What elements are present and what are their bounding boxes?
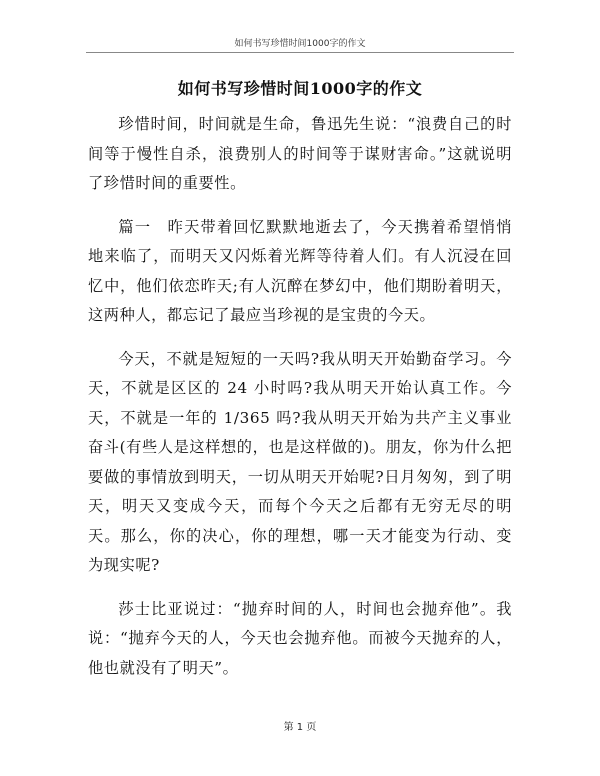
- running-header: 如何书写珍惜时间1000字的作文: [234, 39, 366, 49]
- page-number: 第 1 页: [283, 722, 317, 733]
- document-title: 如何书写珍惜时间1000字的作文: [177, 79, 423, 98]
- paragraph-today: 今天，不就是短短的一天吗?我从明天开始勤奋学习。今天，不就是区区的 24 小时吗?我从明天开始认真工作。今天，不就是一年的 1/365 吗?我从明天开始为共产主义事业奋斗(有些人是这样想的，也是这样做的)。朋友，你为什么把要做的事情放到明天，一切从明天开始呢?日月匆匆，到了明天，明天又变成今天，而每个今天之后都有无穷无尽的明天。那么，你的决心，你的理想，哪一天才能变为行动、变为现实呢?: [88, 349, 512, 574]
- header-divider: [86, 52, 514, 53]
- paragraph-shakespeare: 莎士比亚说过：“抛弃时间的人，时间也会抛弃他”。我说：“抛弃今天的人，今天也会抛弃他。而被今天抛弃的人，他也就没有了明天”。: [88, 599, 512, 677]
- document-body: [88, 110, 512, 697]
- paragraph-intro: 珍惜时间，时间就是生命，鲁迅先生说：“浪费自己的时间等于慢性自杀，浪费别人的时间等于谋财害命。”这就说明了珍惜时间的重要性。: [88, 115, 512, 192]
- paragraph-chapter-one: 篇一 昨天带着回忆默默地逝去了，今天携着希望悄悄地来临了，而明天又闪烁着光辉等待着人们。有人沉浸在回忆中，他们依恋昨天;有人沉醉在梦幻中，他们期盼着明天，这两种人，都忘记了最应当珍视的是宝贵的今天。: [88, 217, 512, 324]
